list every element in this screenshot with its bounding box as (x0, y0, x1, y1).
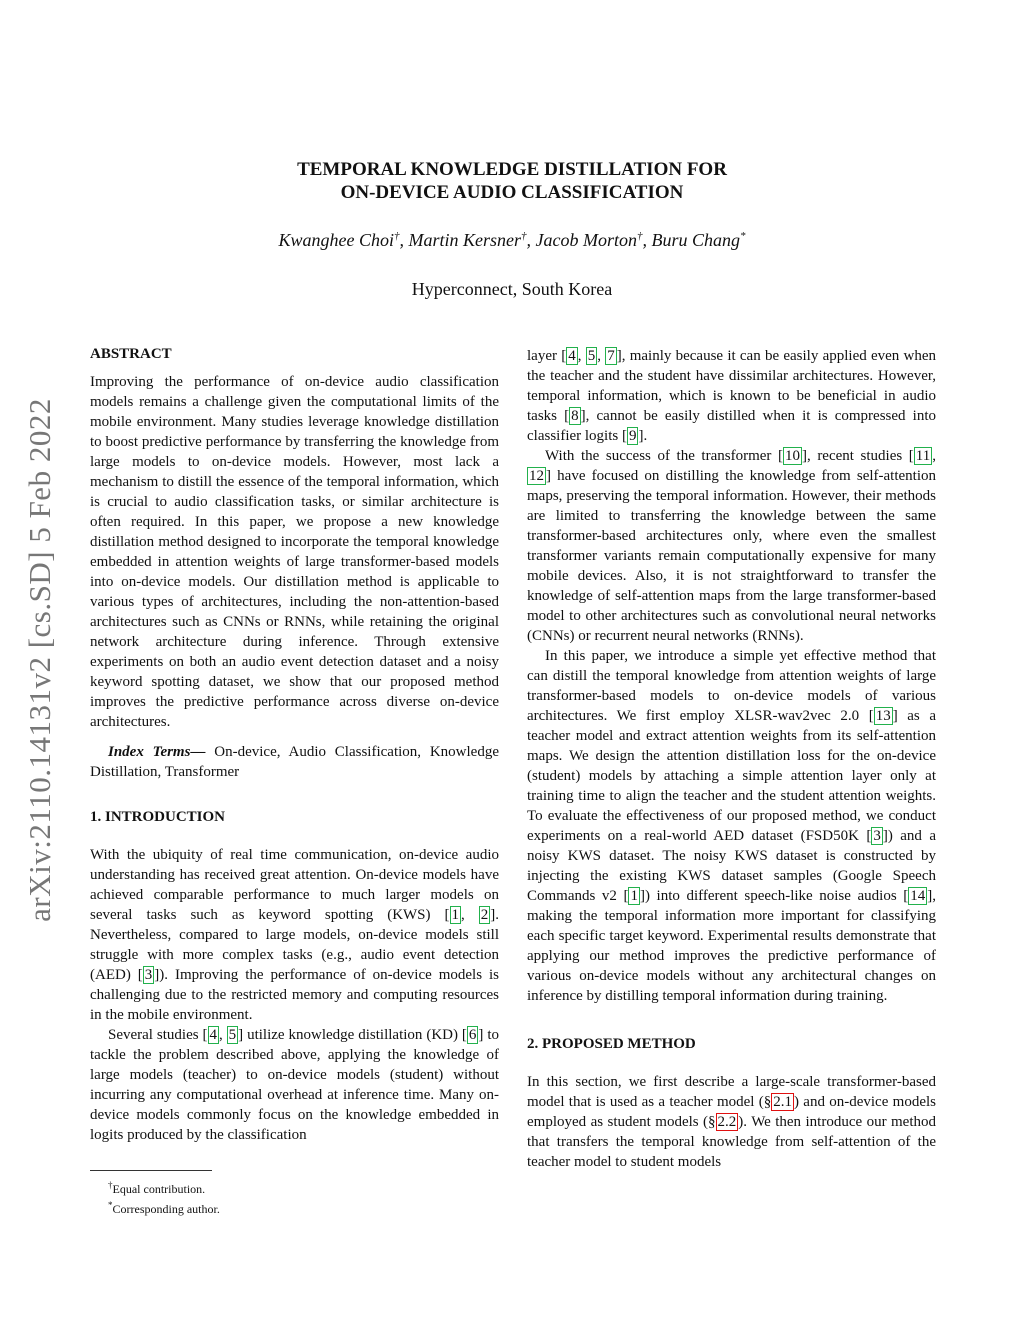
author-mark: † (636, 230, 643, 242)
text-run: to tackle the problem described above, applying the knowledge of large models (teacher) to on-device models (student) without incurring any computational overhead at inference time. Many on-device models commonly focus on the knowledge embedded in logits produced by the classification (90, 1027, 499, 1143)
citation-link[interactable]: 2 (480, 907, 489, 923)
intro-heading: 1. INTRODUCTION (90, 809, 226, 825)
footnote-mark: * (108, 1200, 113, 1210)
author-name: Buru Chang (651, 230, 740, 250)
citation-link[interactable]: 10 (784, 448, 800, 464)
affiliation: Hyperconnect, South Korea (411, 279, 613, 299)
paper-title (0, 158, 1024, 204)
footnote-text: Corresponding author. (112, 1202, 220, 1216)
citation-link[interactable]: 13 (875, 708, 891, 724)
citation-link[interactable]: 9 (628, 428, 637, 444)
text-run: layer (527, 348, 562, 364)
text-run: In this section, we first describe a large-scale transformer-based model that is used as a teacher model (§ (527, 1074, 936, 1110)
right-column (527, 346, 936, 1172)
citation-link[interactable]: 1 (630, 888, 638, 904)
footnote-equal-contribution (90, 1177, 499, 1197)
text-run: . Nevertheless, compared to large models, on-device models still struggle with more complex tasks (e.g., audio event detection (AED) (90, 907, 499, 983)
index-terms-label: Index Terms— (108, 744, 206, 760)
title-line-2: ON-DEVICE AUDIO CLASSIFICATION (340, 182, 684, 203)
intro-paragraph-2: Several studies [ 4 , 5 ] utilize knowledge distillation (KD) [ 6 ] to tackle the problem described above, applying the knowledge of large models (teacher) to on-device models (student) without incurring any computational overhead at inference time. Many on-device models commonly focus on the knowledge embedded in logits produced by the classification (90, 1027, 499, 1143)
text-run: , recent studies (806, 448, 909, 464)
citation-link[interactable]: 5 (228, 1027, 237, 1043)
arxiv-watermark (10, 365, 70, 955)
footnote-rule (90, 1170, 212, 1171)
citation-link[interactable]: 12 (529, 468, 544, 484)
text-run: have focused on distilling the knowledge from self-attention maps, preserving the temporal information. However, their methods are limited to transferring the knowledge between the same transformer-based architectures only, where even the smallest transformer variants remain computationally expensive for many mobile devices. Also, it is not straightforward to transfer the knowledge of self-attention maps from the large transformer-based model to other architectures such as convolutional neural networks (CNNs) or recurrent neural networks (RNNs). (527, 468, 936, 644)
citation-link[interactable]: 3 (144, 967, 153, 983)
text-run: ) into different speech-like noise audios (644, 888, 904, 904)
method-paragraph (527, 1072, 936, 1172)
citation-link[interactable]: 4 (209, 1027, 217, 1043)
text-run: In this paper, we introduce a simple yet effective method that can distill the temporal knowledge from attention weights of large transformer-based models to on-device models of various architectures. We first employ XLSR-wav2vec 2.0 (527, 648, 936, 724)
citation-link[interactable]: 4 (568, 348, 576, 364)
footnote-mark: † (108, 1180, 113, 1190)
body-paragraph-1: layer [ 4 , 5 , 7 ], mainly because it can be easily applied even when the teacher and the student have dissimilar architectures. However, temporal information, which is known to be beneficial in audio tasks [ 8 ], cannot be easily distilled when it is compressed into classifier logits [ 9 ]. (527, 348, 937, 444)
citation-link[interactable]: 3 (873, 828, 881, 844)
author-name: Martin Kersner (408, 230, 521, 250)
text-run: ). We then introduce our method that transfers the temporal knowledge from self-attention of the teacher model to student models (527, 1114, 936, 1170)
citation-link[interactable]: 6 (468, 1027, 477, 1043)
index-terms (90, 742, 499, 782)
footnote-text: Equal contribution. (112, 1182, 206, 1196)
citation-link[interactable]: 1 (451, 907, 460, 923)
text-run: With the ubiquity of real time communication, on-device audio understanding has received great attention. On-device models have achieved comparable performance to much larger models on several tasks such as keyword spotting (KWS) (90, 847, 499, 923)
section-link[interactable]: 2.2 (717, 1114, 737, 1130)
citation-link[interactable]: 11 (915, 448, 931, 464)
section-link[interactable]: 2.1 (773, 1094, 792, 1110)
text-run: . (643, 428, 648, 444)
text-run: , mainly because it can be easily applied even when the teacher and the student have dissimilar architectures. However, temporal information, which is known to be beneficial in audio tasks (527, 348, 937, 424)
body-paragraph-3: In this paper, we introduce a simple yet effective method that can distill the temporal knowledge from attention weights of large transformer-based models to on-device models of various architectures. We first employ XLSR-wav2vec 2.0 [ 13 ] as a teacher model and extract attention weights from its self-attention maps. We design the attention distillation loss for the on-device (student) models by attaching a simple attention layer only at training time to align the teacher and the student attention weights. To evaluate the effectiveness of our proposed method, we conduct experiments on a real-world AED dataset (FSD50K [ 3 ]) and a noisy KWS dataset. The noisy KWS dataset is constructed by injecting the existing KWS dataset samples (Google Speech Commands v2 [ 1 ]) into different speech-like noise audios [ 14 ], making the temporal information more important for classifying each specific target keyword. Experimental results demonstrate that applying our method improves the predictive performance of various on-device models without any architectural changes on inference by distilling temporal information during training. (527, 648, 937, 1004)
arxiv-id: arXiv:2110.14131v2 [cs.SD] 5 Feb 2022 (22, 398, 57, 922)
citation-link[interactable]: 14 (910, 888, 926, 904)
text-run: With the success of the transformer (545, 448, 778, 464)
intro-paragraph-1: With the ubiquity of real time communication, on-device audio understanding has received great attention. On-device models have achieved comparable performance to much larger models on several tasks such as keyword spotting (KWS) [ 1 , 2 ]. Nevertheless, compared to large models, on-device models still struggle with more complex tasks (e.g., audio event detection (AED) [ 3 ]). Improving the performance of on-device models is challenging due to the restricted memory and computing resources in the mobile environment. (90, 847, 499, 1023)
author-name: Kwanghee Choi (278, 230, 394, 250)
method-heading: 2. PROPOSED METHOD (527, 1036, 696, 1052)
author-list: Kwanghee Choi†, Martin Kersner†, Jacob Morton†, Buru Chang* (278, 230, 746, 250)
text-run: utilize knowledge distillation (KD) (243, 1027, 462, 1043)
text-run: ). Improving the performance of on-device models is challenging due to the restricted memory and computing resources in the mobile environment. (90, 967, 499, 1023)
footnotes (90, 1170, 499, 1217)
index-terms-text: On-device, Audio Classification, Knowledge Distillation, Transformer (90, 744, 500, 780)
title-line-1: TEMPORAL KNOWLEDGE DISTILLATION FOR (297, 159, 727, 180)
text-run: , cannot be easily distilled when it is compressed into classifier logits (527, 408, 937, 444)
abstract-heading: ABSTRACT (90, 346, 172, 362)
abstract-text: Improving the performance of on-device audio classification models remains a challenge given the computational limits of the mobile environment. Many studies leverage knowledge distillation to boost predictive performance by transferring the knowledge from large models to on-device models. However, most lack a mechanism to distill the essence of the temporal information, which is crucial to audio classification tasks, or similar architecture is often required. In this paper, we propose a new knowledge distillation method designed to incorporate the temporal knowledge embedded in attention weights of large transformer-based models into on-device models. Our distillation method is applicable to various types of architectures, including the non-attention-based architectures such as CNNs or RNNs, while retaining the original network architecture during inference. Through extensive experiments on both an audio event detection dataset and a noisy keyword spotting dataset, we show that our proposed method improves the predictive performance across diverse on-device architectures. (90, 374, 499, 730)
text-run: ) and a noisy KWS dataset. The noisy KWS dataset is constructed by injecting the existing KWS dataset samples (Google Speech Commands v2 (527, 828, 936, 904)
text-run: ) and on-device models employed as student models (§ (527, 1094, 936, 1130)
body-paragraph-2: With the success of the transformer [ 10 ], recent studies [ 11 , 12 ] have focused on distilling the knowledge from self-attention maps, preserving the temporal information. However, their methods are limited to transferring the knowledge between the same transformer-based architectures only, where even the smallest transformer variants remain computationally expensive for many mobile devices. Also, it is not straightforward to transfer the knowledge of self-attention maps from the large transformer-based model to other architectures such as convolutional neural networks (CNNs) or recurrent neural networks (RNNs). (527, 448, 936, 644)
citation-link[interactable]: 5 (587, 348, 596, 364)
author-mark: † (521, 230, 527, 242)
citation-link[interactable]: 8 (571, 408, 579, 424)
text-run: as a teacher model and extract attention weights from its self-attention maps. We design the attention distillation loss for the on-device (student) models by attaching a simple attention layer only at training time to align the teacher and the student attention weights. To evaluate the effectiveness of our proposed method, we conduct experiments on a real-world AED dataset (FSD50K (527, 708, 937, 844)
text-run: , making the temporal information more important for classifying each specific target keyword. Experimental results demonstrate that applying our method improves the predictive performance of various on-device models without any architectural changes on inference by distilling temporal information during training. (527, 888, 936, 1004)
text-run: Several studies (108, 1027, 203, 1043)
author-name: Jacob Morton (535, 230, 637, 250)
author-mark: * (740, 230, 746, 242)
left-column (90, 344, 499, 1145)
citation-link[interactable]: 7 (607, 348, 615, 364)
author-mark: † (394, 230, 400, 242)
footnote-corresponding-author (90, 1197, 499, 1217)
